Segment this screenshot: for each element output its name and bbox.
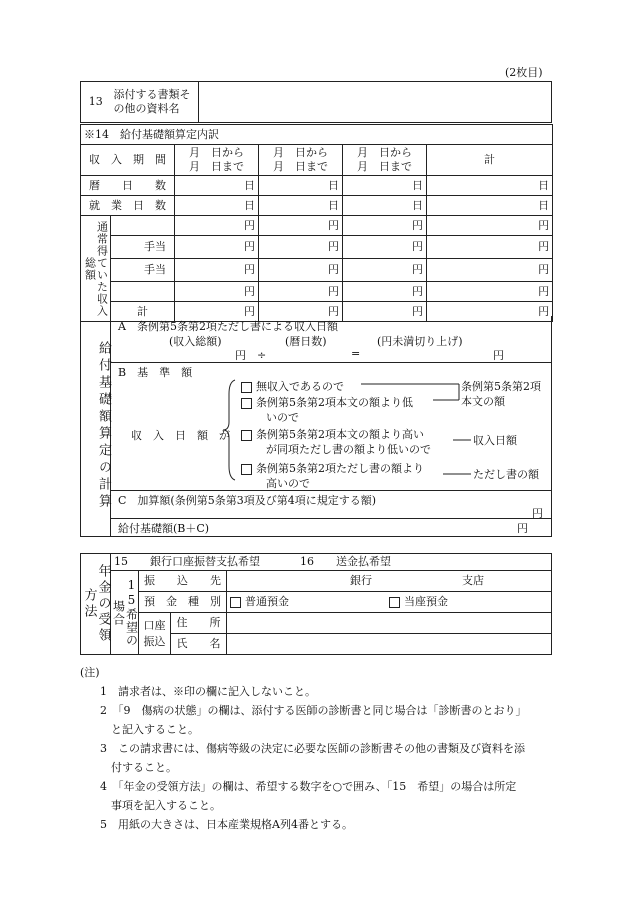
- income-cell[interactable]: 円: [343, 216, 427, 236]
- income-sum-cell[interactable]: 円: [175, 302, 259, 322]
- name-label: 氏 名: [171, 634, 227, 655]
- result-main-text: 条例第5条第2項: [461, 380, 541, 393]
- income-cell[interactable]: 円: [175, 282, 259, 302]
- notes-heading: (注): [80, 666, 100, 679]
- allowance-label: 手当: [111, 259, 175, 282]
- checkbox-icon: [389, 597, 400, 608]
- checkbox-icon: [241, 398, 252, 409]
- income-sum-cell[interactable]: 円: [259, 302, 343, 322]
- option-1[interactable]: 無収入であるので: [241, 378, 344, 394]
- result-daily: 収入日額: [473, 434, 517, 447]
- working-days-cell[interactable]: 日: [343, 196, 427, 216]
- option-3[interactable]: 条例第5条第2項本文の額より高い: [241, 426, 424, 442]
- branch-label: 支店: [462, 574, 484, 588]
- note-3-cont: 付すること。: [111, 761, 177, 774]
- basis-a-result-yen: 円: [493, 349, 504, 362]
- checkbox-icon: [241, 382, 252, 393]
- option-2[interactable]: 条例第5条第2項本文の額より低: [241, 394, 413, 410]
- basis-a-title: A 条例第5条第2項ただし書による収入日額: [118, 320, 338, 333]
- calc-title: ※14 給付基礎額算定内訳: [81, 125, 553, 145]
- deposit-normal: 普通預金: [245, 595, 289, 609]
- option-3-cont: が同項ただし書の額より低いので: [266, 443, 431, 456]
- basis-total-yen: 円: [517, 522, 528, 535]
- income-sum-total[interactable]: 円: [427, 302, 553, 322]
- income-cell[interactable]: 円: [175, 216, 259, 236]
- note-2: 2 「9 傷病の状態」の欄は、添付する医師の診断書と同じ場合は「診断書のとおり」: [100, 704, 527, 717]
- option-4[interactable]: 条例第5条第2項ただし書の額より: [241, 460, 424, 476]
- income-cell[interactable]: 円: [259, 282, 343, 302]
- income-cell[interactable]: 円: [343, 259, 427, 282]
- basis-a-calendar-days: (暦日数): [285, 335, 327, 348]
- attachment-table: [80, 81, 552, 123]
- calendar-days-total[interactable]: 日: [427, 176, 553, 196]
- income-cell[interactable]: 円: [175, 236, 259, 259]
- address-label: 住 所: [171, 613, 227, 634]
- ordinary-income-label: 通常得ていた収入総額: [81, 216, 111, 322]
- working-days-label: 就 業 日 数: [81, 196, 175, 216]
- payee-label: 振 込 先: [139, 571, 227, 592]
- brace-icon: [221, 378, 241, 482]
- basis-side-label: 給付基礎額算定の計算: [81, 316, 111, 536]
- result-proviso: ただし書の額: [473, 468, 539, 481]
- calendar-days-cell[interactable]: 日: [259, 176, 343, 196]
- calendar-days-cell[interactable]: 日: [175, 176, 259, 196]
- calendar-days-label: 暦 日 数: [81, 176, 175, 196]
- basis-c-title: C 加算額(条例第5条第3項及び第4項に規定する額): [118, 494, 376, 507]
- deposit-kind-label: 預 金 種 別: [139, 592, 227, 613]
- attach-field[interactable]: [199, 82, 552, 123]
- note-2-cont: と記入すること。: [111, 723, 199, 736]
- checkbox-icon: [241, 464, 252, 475]
- notes: [80, 663, 560, 834]
- basis-b-daily-label: 収 入 日 額 が: [131, 429, 230, 442]
- name-field[interactable]: [227, 634, 552, 655]
- note-5: 5 用紙の大きさは、日本産業規格A列4番とする。: [100, 818, 353, 831]
- income-sum-cell[interactable]: 円: [343, 302, 427, 322]
- income-total[interactable]: 円: [427, 259, 553, 282]
- attach-number: 13: [81, 82, 111, 123]
- basis-a-yen-divide: 円 ÷: [235, 349, 267, 362]
- pension-options[interactable]: [111, 554, 552, 571]
- option-15: 15 銀行口座振替支払希望: [114, 555, 260, 569]
- working-days-total[interactable]: 日: [427, 196, 553, 216]
- account-transfer-label: 口座振込: [139, 613, 171, 655]
- working-days-cell[interactable]: 日: [175, 196, 259, 216]
- period-col-2[interactable]: 月 日から 月 日まで: [259, 145, 343, 176]
- income-item[interactable]: [111, 216, 175, 236]
- note-4: 4 「年金の受領方法」の欄は、希望する数字を○で囲み、「15 希望」の場合は所定: [100, 780, 517, 793]
- option-4-cont: 高いので: [266, 477, 310, 490]
- income-total[interactable]: 円: [427, 216, 553, 236]
- basis-b-title: B 基 準 額: [118, 366, 193, 379]
- income-cell[interactable]: 円: [343, 236, 427, 259]
- checkbox-icon: [230, 597, 241, 608]
- basis-c-yen: 円: [532, 507, 543, 520]
- deposit-current: 当座預金: [404, 595, 448, 609]
- payee-field[interactable]: [227, 571, 552, 592]
- note-1: 1 請求者は、※印の欄に記入しないこと。: [100, 685, 316, 698]
- calc-table: [80, 124, 553, 322]
- option-16: 16 送金払希望: [300, 555, 391, 569]
- attach-label: 添付する書類その他の資料名: [111, 82, 199, 123]
- allowance-label: 手当: [111, 236, 175, 259]
- period-col-1[interactable]: 月 日から 月 日まで: [175, 145, 259, 176]
- income-cell[interactable]: 円: [343, 282, 427, 302]
- basis-block: [80, 316, 552, 537]
- pension-table: [80, 553, 552, 655]
- income-total[interactable]: 円: [427, 236, 553, 259]
- address-field[interactable]: [227, 613, 552, 634]
- basis-a-equals: =: [351, 347, 361, 360]
- result-main-text-2: 本文の額: [461, 395, 505, 408]
- total-header: 計: [427, 145, 553, 176]
- pension-side-label: 年金の受領方法: [81, 554, 111, 655]
- income-cell[interactable]: 円: [259, 236, 343, 259]
- note-4-cont: 事項を記入すること。: [111, 799, 221, 812]
- period-label: 収 入 期 間: [81, 145, 175, 176]
- income-item[interactable]: [111, 282, 175, 302]
- income-total[interactable]: 円: [427, 282, 553, 302]
- option-2-cont: いので: [266, 411, 299, 424]
- income-cell[interactable]: 円: [175, 259, 259, 282]
- hope-label: 15希望の場合: [111, 571, 139, 655]
- checkbox-icon: [241, 430, 252, 441]
- income-cell[interactable]: 円: [259, 259, 343, 282]
- income-cell[interactable]: 円: [259, 216, 343, 236]
- working-days-cell[interactable]: 日: [259, 196, 343, 216]
- note-3: 3 この請求書には、傷病等級の決定に必要な医師の診断書その他の書類及び資料を添: [100, 742, 525, 755]
- basis-a-total-income: (収入総額): [169, 335, 222, 348]
- basis-total-title: 給付基礎額(B＋C): [118, 522, 210, 535]
- subtotal-label: 計: [111, 302, 175, 322]
- calendar-days-cell[interactable]: 日: [343, 176, 427, 196]
- page-label: (2枚目): [505, 66, 543, 79]
- period-col-3[interactable]: 月 日から 月 日まで: [343, 145, 427, 176]
- connector-lines: [361, 376, 471, 491]
- basis-a-rounding: (円未満切り上げ): [377, 335, 463, 348]
- deposit-kind-field[interactable]: [227, 592, 552, 613]
- bank-label: 銀行: [350, 574, 372, 588]
